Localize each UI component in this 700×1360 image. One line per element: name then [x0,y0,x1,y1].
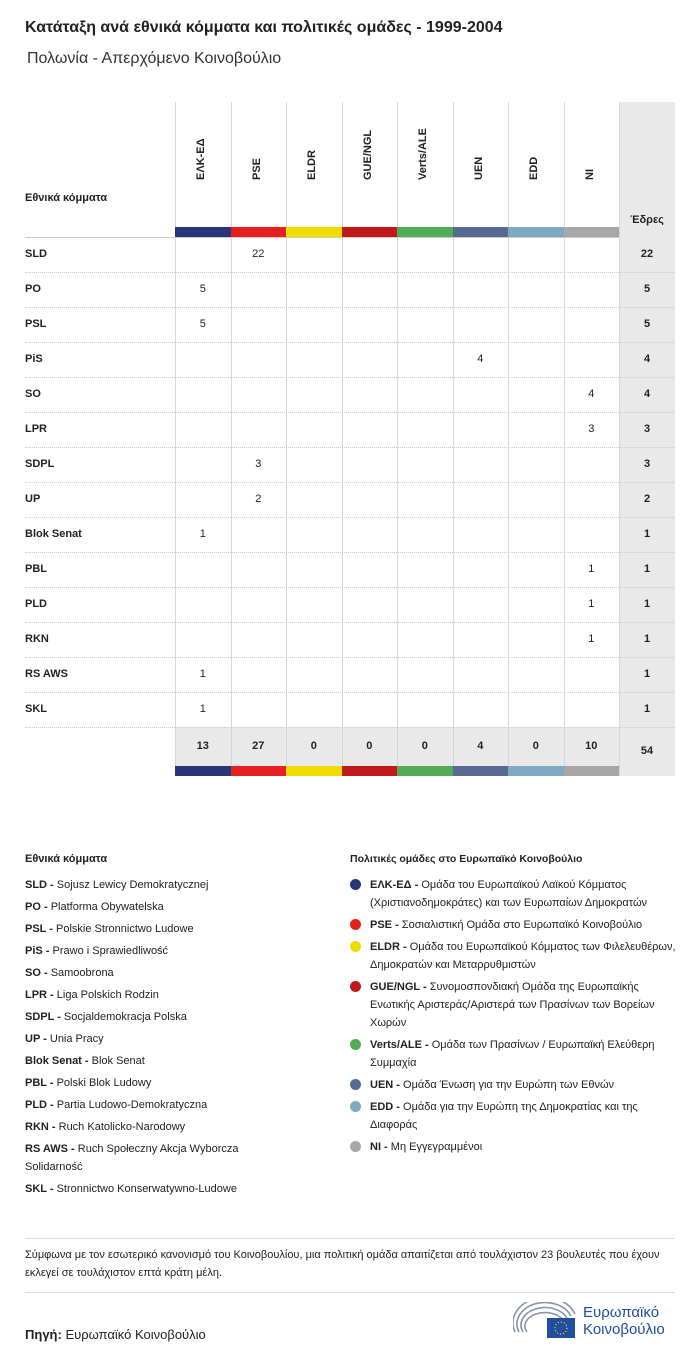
group-header-4: Verts/ALE [417,128,429,180]
group-legend-item [350,978,680,1032]
group-name: Σοσιαλιστική Ομάδα στο Ευρωπαϊκό Κοινοβούλιο [401,919,643,931]
party-name: Ruch Katolicko-Narodowy [58,1121,186,1133]
party-legend-item [25,1096,325,1114]
group-color-bar-bottom [564,766,620,776]
seat-value: 3 [255,458,262,470]
group-color-bar-bottom [453,766,509,776]
seat-value: 2 [255,493,262,505]
group-legend-item [350,938,680,974]
party-label: RKN [25,633,49,645]
row-divider [25,482,675,483]
group-name: Ομάδα Ένωση για την Ευρώπη των Εθνών [403,1079,615,1091]
column-divider [564,102,565,776]
party-label: PSL [25,318,47,330]
group-color-bar [508,227,564,237]
party-total: 3 [643,423,651,435]
group-color-dot-icon [350,941,361,952]
column-divider [342,102,343,776]
group-header-6: EDD [528,156,540,180]
group-header-1: PSE [250,157,263,180]
group-abbr: NI - [370,1141,388,1153]
row-divider [25,412,675,413]
group-color-bar [342,227,398,237]
group-name: Ομάδα για την Ευρώπη της Δημοκρατίας και της Διαφοράς [370,1101,638,1131]
seat-value: 4 [588,388,595,400]
party-label: PLD [25,598,47,610]
group-abbr: PSE - [370,919,399,931]
party-name: Platforma Obywatelska [50,901,164,913]
seat-value: 22 [252,248,265,260]
group-legend-item [350,916,680,934]
group-legend-item [350,1138,680,1156]
party-total: 4 [643,388,651,400]
group-color-dot-icon [350,1101,361,1112]
group-header-5: UEN [472,156,485,180]
seat-value: 1 [588,633,595,645]
group-abbr: UEN - [370,1079,400,1091]
footnote: Σύμφωνα με τον εσωτερικό κανονισμό του Κοινοβουλίου, μια πολιτική ομάδα απαιτίζεται από τουλάχιστον 23 βουλευτές που έχουν εκλεγεί σε τουλάχιστον επτά κράτη μέλη. [25,1249,660,1279]
parliament-hemicycle-icon [513,1302,579,1340]
party-abbr: PBL - [25,1077,54,1089]
party-legend-item [25,876,325,894]
row-divider [25,272,675,273]
group-header-0: ΕΛΚ-ΕΔ [195,138,207,180]
seat-value: 1 [199,668,206,680]
group-abbr: EDD - [370,1101,400,1113]
party-abbr: UP - [25,1033,47,1045]
party-name: Liga Polskich Rodzin [56,989,159,1001]
row-divider [25,552,675,553]
party-name: Partia Ludowo-Demokratyczna [56,1099,208,1111]
party-label: SLD [25,248,47,260]
seat-value: 1 [199,528,206,540]
party-name: Stronnictwo Konserwatywno-Ludowe [56,1183,237,1195]
group-legend-item [350,1076,680,1094]
column-divider [508,102,509,776]
page-subtitle: Πολωνία - Απερχόμενο Κοινοβούλιο [27,50,282,67]
group-total: 10 [585,740,598,752]
group-color-dot-icon [350,1039,361,1050]
group-color-dot-icon [350,879,361,890]
group-color-dot-icon [350,919,361,930]
group-color-bar-bottom [397,766,453,776]
row-divider [25,447,675,448]
group-total: 0 [421,740,428,752]
group-legend [350,850,680,1160]
logo-line-2: Κοινοβούλιο [583,1321,665,1338]
group-total: 4 [477,740,484,752]
group-color-dot-icon [350,1141,361,1152]
party-total: 5 [643,283,651,295]
group-total: 0 [532,740,539,752]
party-label: PiS [25,353,43,365]
group-color-dot-icon [350,981,361,992]
party-total: 22 [640,248,654,260]
party-legend-item [25,942,325,960]
party-legend-item [25,964,325,982]
party-legend-title: Εθνικά κόμματα [25,853,108,865]
row-divider [25,377,675,378]
group-total: 0 [310,740,317,752]
party-total: 1 [643,563,651,575]
row-divider [25,692,675,693]
group-name: Ομάδα των Πρασίνων / Ευρωπαϊκή Ελεύθερη Συμμαχία [370,1039,655,1069]
party-total: 1 [643,703,651,715]
group-name: Ομάδα του Ευρωπαϊκού Κόμματος των Φιλελευθέρων, Δημοκρατών και Μεταρρυθμιστών [370,941,676,971]
seat-value: 5 [199,283,206,295]
group-color-bar [397,227,453,237]
source [25,1327,206,1342]
party-total: 4 [643,353,651,365]
party-label: UP [25,493,41,505]
group-total: 13 [196,740,209,752]
group-color-bar [564,227,620,237]
group-color-bar [286,227,342,237]
header-divider [25,237,619,238]
party-legend-item [25,1180,325,1198]
party-total: 5 [643,318,651,330]
party-abbr: LPR - [25,989,54,1001]
party-abbr: PiS - [25,945,50,957]
party-label: PO [25,283,41,295]
grand-total: 54 [640,745,654,757]
party-legend-item [25,986,325,1004]
party-legend-item [25,1052,325,1070]
group-legend-item [350,876,680,912]
party-name: Blok Senat [91,1055,145,1067]
party-name: Socjaldemokracja Polska [63,1011,187,1023]
group-name: Μη Εγγεγραμμένοι [390,1141,483,1153]
party-label: LPR [25,423,47,435]
group-color-bar [175,227,231,237]
group-color-bar-bottom [231,766,287,776]
seat-value: 3 [588,423,595,435]
total-header: Έδρες [630,214,664,226]
party-abbr: SO - [25,967,48,979]
party-legend-item [25,1118,325,1136]
party-name: Samoobrona [50,967,114,979]
column-divider [231,102,232,776]
party-name: Ruch Społeczny Akcja Wyborcza Solidarność [25,1143,239,1173]
party-abbr: Blok Senat - [25,1055,89,1067]
party-legend-item [25,898,325,916]
group-name: Ομάδα του Ευρωπαϊκού Λαϊκού Κόμματος (Χριστιανοδημοκράτες) και των Ευρωπαίων Δημοκρατών [370,879,648,909]
party-total: 3 [643,458,651,470]
row-divider [25,587,675,588]
logo-line-1: Ευρωπαϊκό [583,1304,660,1321]
source-label: Πηγή: [25,1327,62,1342]
group-abbr: GUE/NGL - [370,981,427,993]
row-divider [25,727,675,728]
row-header: Εθνικά κόμματα [25,192,108,204]
seat-value: 1 [588,563,595,575]
column-divider [397,102,398,776]
group-abbr: Verts/ALE - [370,1039,429,1051]
group-abbr: ΕΛΚ-ΕΔ - [370,879,419,891]
group-abbr: ELDR - [370,941,407,953]
party-name: Unia Pracy [49,1033,104,1045]
party-total: 1 [643,598,651,610]
party-abbr: RS AWS - [25,1143,75,1155]
row-divider [25,517,675,518]
party-abbr: SLD - [25,879,54,891]
party-label: PBL [25,563,47,575]
party-name: Sojusz Lewicy Demokratycznej [56,879,209,891]
group-color-dot-icon [350,1079,361,1090]
party-name: Prawo i Sprawiedliwość [52,945,169,957]
party-name: Polski Blok Ludowy [56,1077,152,1089]
group-color-bar-bottom [286,766,342,776]
party-total: 1 [643,528,651,540]
party-label: RS AWS [25,668,68,680]
party-abbr: PLD - [25,1099,54,1111]
group-header-2: ELDR [306,150,318,180]
party-abbr: RKN - [25,1121,56,1133]
seat-value: 4 [477,353,484,365]
party-legend [25,850,325,1202]
party-abbr: SDPL - [25,1011,61,1023]
party-label: SDPL [25,458,55,470]
row-divider [25,307,675,308]
party-abbr: SKL - [25,1183,54,1195]
group-color-bar-bottom [342,766,398,776]
party-name: Polskie Stronnictwo Ludowe [55,923,194,935]
group-legend-title: Πολιτικές ομάδες στο Ευρωπαϊκό Κοινοβούλιο [350,853,583,865]
group-color-bar [231,227,287,237]
column-divider [286,102,287,776]
seat-value: 1 [199,703,206,715]
row-divider [25,342,675,343]
group-header-7: NI [583,169,596,180]
party-total: 1 [643,668,651,680]
party-legend-item [25,1030,325,1048]
group-legend-item [350,1036,680,1072]
party-legend-item [25,920,325,938]
group-color-bar-bottom [175,766,231,776]
row-divider [25,622,675,623]
party-label: Blok Senat [25,528,82,540]
source-text: Ευρωπαϊκό Κοινοβούλιο [65,1327,206,1342]
party-total: 2 [643,493,651,505]
party-abbr: PSL - [25,923,53,935]
group-total: 0 [366,740,373,752]
seat-value: 5 [199,318,206,330]
group-header-3: GUE/NGL [361,129,374,180]
row-divider [25,657,675,658]
ep-logo [513,1302,678,1342]
page-title: Κατάταξη ανά εθνικά κόμματα και πολιτικές ομάδες - 1999-2004 [25,19,503,36]
group-total: 27 [252,740,265,752]
group-color-bar [453,227,509,237]
party-label: SKL [25,703,47,715]
group-name: Συνομοσπονδιακή Ομάδα της Ευρωπαϊκής Ενωτικής Αριστεράς/Αριστερά των Πρασίνων των Βορείων Χωρών [370,981,655,1029]
party-legend-item [25,1074,325,1092]
party-legend-item [25,1140,265,1176]
party-abbr: PO - [25,901,48,913]
column-divider [453,102,454,776]
group-color-bar-bottom [508,766,564,776]
party-total: 1 [643,633,651,645]
seat-value: 1 [588,598,595,610]
party-legend-item [25,1008,325,1026]
party-label: SO [25,388,41,400]
group-legend-item [350,1098,680,1134]
